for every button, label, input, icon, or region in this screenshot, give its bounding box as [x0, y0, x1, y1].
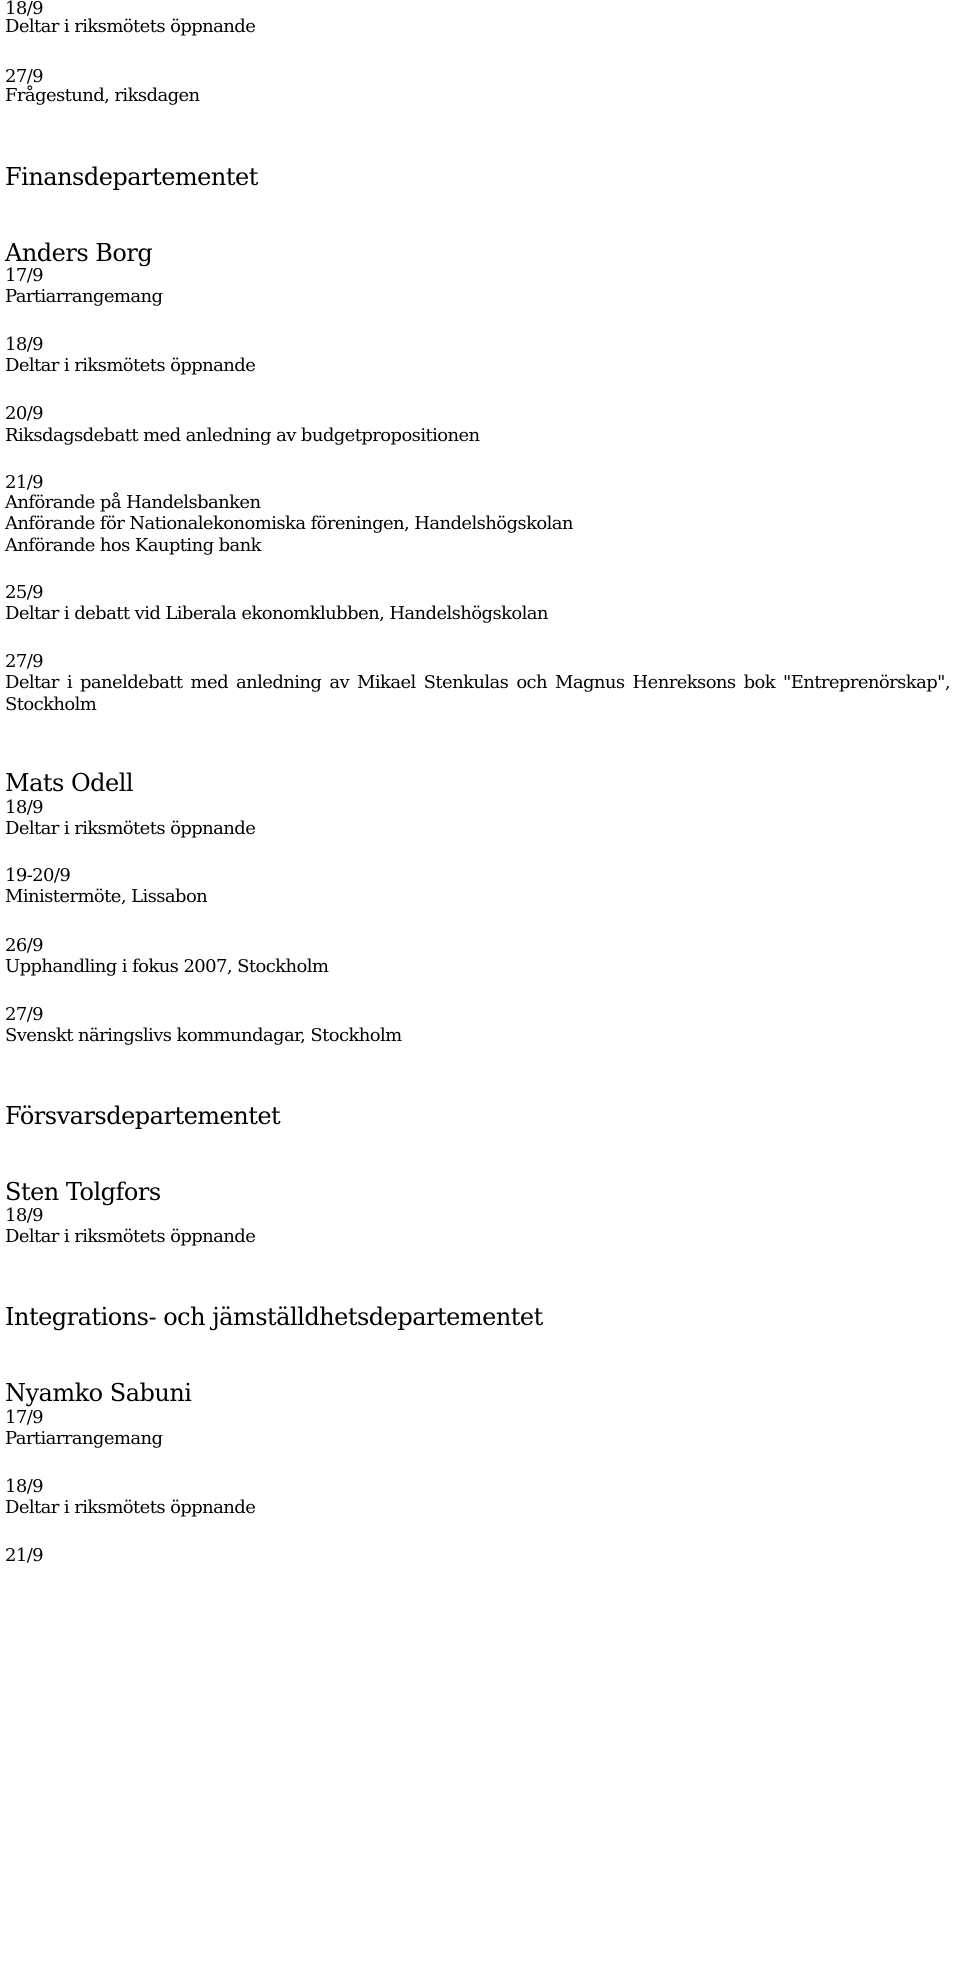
word: Deltar — [5, 672, 59, 693]
minister-name: Sten Tolgfors — [5, 1178, 161, 1206]
word: Henreksons — [632, 672, 736, 693]
word: paneldebatt — [79, 672, 183, 693]
event-text: Partiarrangemang — [5, 1428, 163, 1449]
date: 17/9 — [5, 265, 44, 286]
event-text: Deltar i riksmötets öppnande — [5, 1497, 256, 1518]
date: 18/9 — [5, 1476, 44, 1497]
event-text: Deltar i debatt vid Liberala ekonomklubben, Handelshögskolan — [5, 603, 548, 624]
event-text: Frågestund, riksdagen — [5, 85, 200, 106]
minister-name: Mats Odell — [5, 769, 134, 797]
event-text: Upphandling i fokus 2007, Stockholm — [5, 956, 329, 977]
event-text-justified — [5, 672, 950, 694]
department-heading: Försvarsdepartementet — [5, 1102, 281, 1130]
word: Magnus — [555, 672, 625, 693]
date: 20/9 — [5, 403, 44, 424]
date: 18/9 — [5, 1205, 44, 1226]
date: 27/9 — [5, 651, 44, 672]
word: av — [329, 672, 350, 693]
event-text: Anförande på Handelsbanken — [5, 492, 261, 513]
event-text: Stockholm — [5, 694, 97, 715]
event-text: Anförande för Nationalekonomiska föreningen, Handelshögskolan — [5, 513, 573, 534]
word: "Entreprenörskap", — [783, 672, 950, 693]
date: 18/9 — [5, 797, 44, 818]
date: 18/9 — [5, 334, 44, 355]
word: med — [190, 672, 228, 693]
word: Stenkulas — [423, 672, 509, 693]
date: 27/9 — [5, 1004, 44, 1025]
word: och — [516, 672, 548, 693]
event-text: Svenskt näringslivs kommundagar, Stockholm — [5, 1025, 402, 1046]
date: 18/9 — [5, 0, 44, 19]
date: 17/9 — [5, 1407, 44, 1428]
event-text: Partiarrangemang — [5, 286, 163, 307]
date: 21/9 — [5, 1545, 44, 1566]
event-text: Ministermöte, Lissabon — [5, 886, 208, 907]
event-text: Anförande hos Kaupting bank — [5, 535, 261, 556]
minister-name: Anders Borg — [5, 239, 153, 267]
event-text: Riksdagsdebatt med anledning av budgetpropositionen — [5, 425, 480, 446]
event-text: Deltar i riksmötets öppnande — [5, 818, 256, 839]
event-text: Deltar i riksmötets öppnande — [5, 355, 256, 376]
date: 25/9 — [5, 582, 44, 603]
word: bok — [743, 672, 776, 693]
word: anledning — [236, 672, 322, 693]
date: 27/9 — [5, 66, 44, 87]
date: 21/9 — [5, 472, 44, 493]
date: 26/9 — [5, 935, 44, 956]
date: 19-20/9 — [5, 865, 71, 886]
minister-name: Nyamko Sabuni — [5, 1379, 192, 1407]
word: Mikael — [357, 672, 416, 693]
department-heading: Finansdepartementet — [5, 163, 258, 191]
department-heading: Integrations- och jämställdhetsdepartementet — [5, 1303, 543, 1331]
word: i — [66, 672, 72, 693]
event-text: Deltar i riksmötets öppnande — [5, 16, 256, 37]
event-text: Deltar i riksmötets öppnande — [5, 1226, 256, 1247]
